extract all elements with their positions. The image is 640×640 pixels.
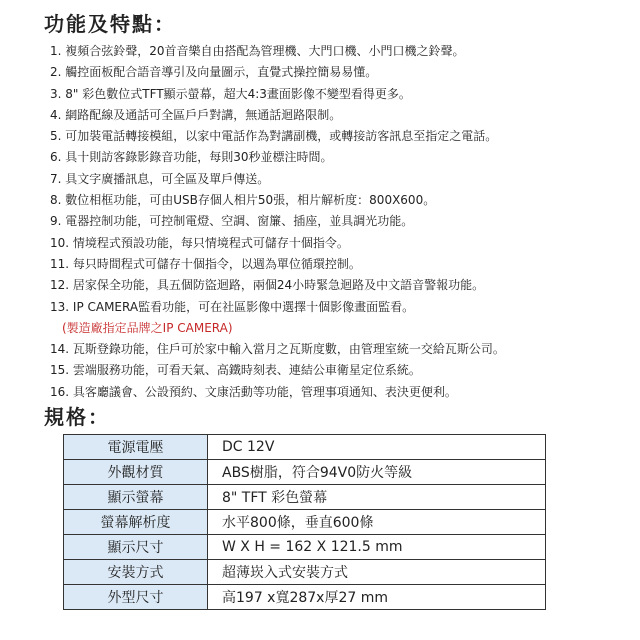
feature-item: 13. IP CAMERA監看功能，可在社區影像中選擇十個影像畫面監看。 (50, 299, 415, 314)
spec-label: 外型尺寸 (64, 585, 208, 610)
feature-item: 6. 具十則訪客錄影錄音功能，每則30秒並標注時間。 (50, 150, 333, 165)
spec-value: 超薄崁入式安裝方式 (208, 560, 546, 585)
features-heading: 功能及特點： (44, 12, 176, 36)
table-row (64, 585, 546, 610)
table-row (64, 435, 546, 460)
feature-item: 7. 具文字廣播訊息，可全區及單戶傳送。 (50, 171, 270, 186)
spec-table (63, 434, 546, 610)
spec-value: DC 12V (208, 435, 546, 460)
feature-item: 9. 電器控制功能，可控制電燈、空調、窗簾、插座，並具調光功能。 (50, 214, 414, 229)
feature-item: 11. 每只時間程式可儲存十個指令，以週為單位循環控制。 (50, 256, 361, 271)
feature-item: 2. 觸控面板配合語音導引及向量圖示，直覺式操控簡易易懂。 (50, 65, 378, 80)
table-row (64, 535, 546, 560)
spec-label: 顯示尺寸 (64, 535, 208, 560)
spec-value: W X H = 162 X 121.5 mm (208, 535, 546, 560)
feature-item: 12. 居家保全功能，具五個防盜迴路，兩個24小時緊急迴路及中文語音警報功能。 (50, 278, 485, 293)
spec-label: 顯示螢幕 (64, 485, 208, 510)
feature-item: 4. 網路配線及通話可全區戶戶對講，無通話迴路限制。 (50, 107, 342, 122)
spec-label: 安裝方式 (64, 560, 208, 585)
feature-item: 1. 複頻合弦鈴聲，20首音樂自由搭配為管理機、大門口機、小門口機之鈴聲。 (50, 44, 465, 58)
feature-item: 8. 數位相框功能，可由USB存個人相片50張，相片解析度：800X600。 (50, 193, 436, 208)
spec-heading: 規格： (44, 405, 110, 429)
table-row (64, 510, 546, 535)
feature-13-note: (製造廠指定品牌之IP CAMERA) (62, 320, 233, 335)
spec-value: 8" TFT 彩色螢幕 (208, 485, 546, 510)
spec-label: 外觀材質 (64, 460, 208, 485)
feature-item: 16. 具客廳議會、公設預約、文康活動等功能，管理事項通知、表決更便利。 (50, 384, 457, 399)
spec-value: ABS樹脂，符合94V0防火等級 (208, 460, 546, 485)
spec-value: 高197 x寬287x厚27 mm (208, 585, 546, 610)
feature-item: 10. 情境程式預設功能，每只情境程式可儲存十個指令。 (50, 235, 349, 250)
spec-label: 電源電壓 (64, 435, 208, 460)
feature-item: 5. 可加裝電話轉接模組，以家中電話作為對講副機，或轉接訪客訊息至指定之電話。 (50, 129, 498, 144)
spec-value: 水平800條，垂直600條 (208, 510, 546, 535)
spec-label: 螢幕解析度 (64, 510, 208, 535)
table-row (64, 460, 546, 485)
features-list (50, 41, 630, 403)
feature-item: 3. 8" 彩色數位式TFT顯示螢幕，超大4:3畫面影像不變型看得更多。 (50, 86, 411, 101)
feature-item: 15. 雲端服務功能，可看天氣、高鐵時刻表、連結公車衛星定位系統。 (50, 363, 421, 378)
table-row (64, 485, 546, 510)
table-row (64, 560, 546, 585)
feature-item: 14. 瓦斯登錄功能，住戶可於家中輸入當月之瓦斯度數，由管理室統一交給瓦斯公司。 (50, 342, 505, 357)
